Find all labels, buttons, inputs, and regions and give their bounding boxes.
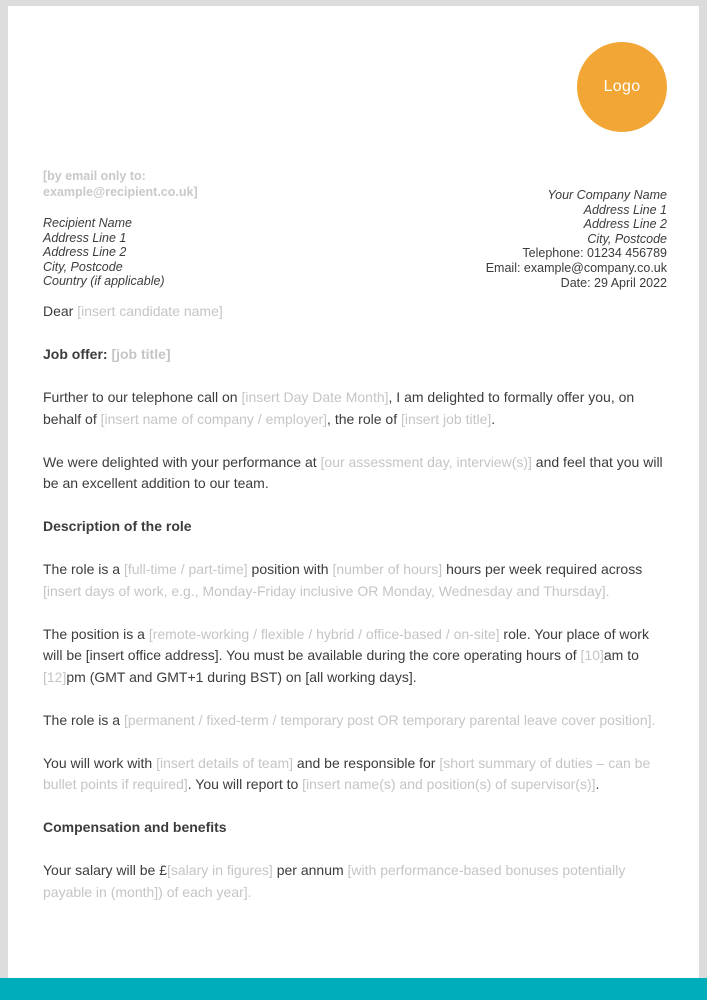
letter-body <box>43 301 667 925</box>
letter-text: hours per week required across <box>442 561 643 577</box>
section-heading-compensation <box>43 817 667 839</box>
paragraph-performance <box>43 452 667 495</box>
letter-text: Dear <box>43 303 78 319</box>
letter-text: The role is a <box>43 561 124 577</box>
letter-text: Description of the role <box>43 518 192 534</box>
letter-text: Job offer: <box>43 346 112 362</box>
text-line: Telephone: 01234 456789 <box>522 246 667 261</box>
text-line: Email: example@company.co.uk <box>485 260 667 275</box>
text-line: Recipient Name <box>43 216 132 230</box>
letter-text: per annum <box>272 862 348 878</box>
company-contact-lines <box>486 246 667 290</box>
text-line: Your Company Name <box>547 188 667 202</box>
logo-label: Logo <box>603 78 641 95</box>
text-line: Address Line 1 <box>43 230 127 245</box>
placeholder-text: [insert candidate name] <box>77 303 223 319</box>
letter-text: pm (GMT and GMT+1 during BST) on [all working days]. <box>66 668 417 685</box>
placeholder-text: [12] <box>43 668 67 685</box>
letter-text: Your salary will be £ <box>43 862 167 878</box>
document-page <box>8 6 699 978</box>
placeholder-text: [insert job title] <box>400 410 492 427</box>
letter-text: . You will report to <box>187 776 303 792</box>
placeholder-text: [insert Day Date Month] <box>241 389 389 405</box>
letter-text: The position is a <box>43 625 149 642</box>
text-line: Address Line 2 <box>583 217 667 232</box>
paragraph-team <box>43 753 667 796</box>
placeholder-text: [insert name of company / employer] <box>100 410 328 427</box>
bottom-accent-bar <box>0 978 707 1000</box>
paragraph-contract-type <box>43 710 667 732</box>
job-offer-line <box>43 344 667 366</box>
placeholder-text: [our assessment day, interview(s)] <box>320 453 532 470</box>
company-address-lines <box>486 188 667 246</box>
recipient-address-block <box>43 216 165 289</box>
placeholder-text: [insert name(s) and position(s) of supervisor(s)] <box>302 776 596 792</box>
placeholder-text: [insert days of work, e.g., Monday-Friday inclusive OR Monday, Wednesday and Thursday]. <box>43 582 610 599</box>
text-line: Address Line 1 <box>583 202 667 217</box>
letter-text: and be responsible for <box>293 754 440 771</box>
text-line: Date: 29 April 2022 <box>560 275 667 290</box>
text-line: Address Line 2 <box>43 245 127 260</box>
letter-text: am to <box>603 647 639 663</box>
text-line: [by email only to: <box>43 169 146 183</box>
letter-text: We were delighted with your performance at <box>43 453 321 470</box>
paragraph-location <box>43 624 667 689</box>
letter-text: . <box>491 410 496 427</box>
placeholder-text: [permanent / fixed-term / temporary post OR temporary parental leave cover position]. <box>123 711 656 728</box>
letter-text: , I am delighted to formally offer you, on behalf of <box>43 389 635 427</box>
placeholder-text: [insert details of team] <box>156 754 294 771</box>
company-logo <box>577 42 667 132</box>
letter-text: . <box>595 776 600 792</box>
letter-text: role. Your place of work will be [insert office address]. You must be available during the core operating hours of <box>43 625 649 663</box>
paragraph-salary <box>43 860 667 903</box>
company-address-block <box>486 188 667 290</box>
letter-text: Further to our telephone call on <box>43 389 242 405</box>
placeholder-text: [number of hours] <box>332 561 443 577</box>
text-line: example@recipient.co.uk] <box>43 185 198 199</box>
placeholder-text: [job title] <box>111 346 171 362</box>
letter-text: Compensation and benefits <box>43 819 227 835</box>
text-line: City, Postcode <box>43 259 123 274</box>
placeholder-text: [10] <box>580 647 604 663</box>
letter-text: and feel that you will be an excellent addition to our team. <box>43 453 663 491</box>
placeholder-text: [salary in figures] <box>167 862 273 878</box>
letter-text: , the role of <box>327 410 401 427</box>
email-note <box>43 168 198 200</box>
letter-text: The role is a <box>43 711 124 728</box>
paragraph-offer <box>43 387 667 430</box>
text-line: City, Postcode <box>587 231 667 246</box>
paragraph-hours <box>43 559 667 602</box>
placeholder-text: [short summary of duties – can be bullet points if required] <box>43 754 651 792</box>
text-line: Country (if applicable) <box>43 274 165 289</box>
letter-text: You will work with <box>43 754 157 771</box>
placeholder-text: [remote-working / flexible / hybrid / office-based / on-site] <box>148 625 500 642</box>
salutation <box>43 301 667 323</box>
section-heading-description <box>43 516 667 538</box>
placeholder-text: [with performance-based bonuses potentially payable in (month]) of each year]. <box>43 862 626 900</box>
letter-text: position with <box>247 561 333 577</box>
placeholder-text: [full-time / part-time] <box>123 561 248 577</box>
